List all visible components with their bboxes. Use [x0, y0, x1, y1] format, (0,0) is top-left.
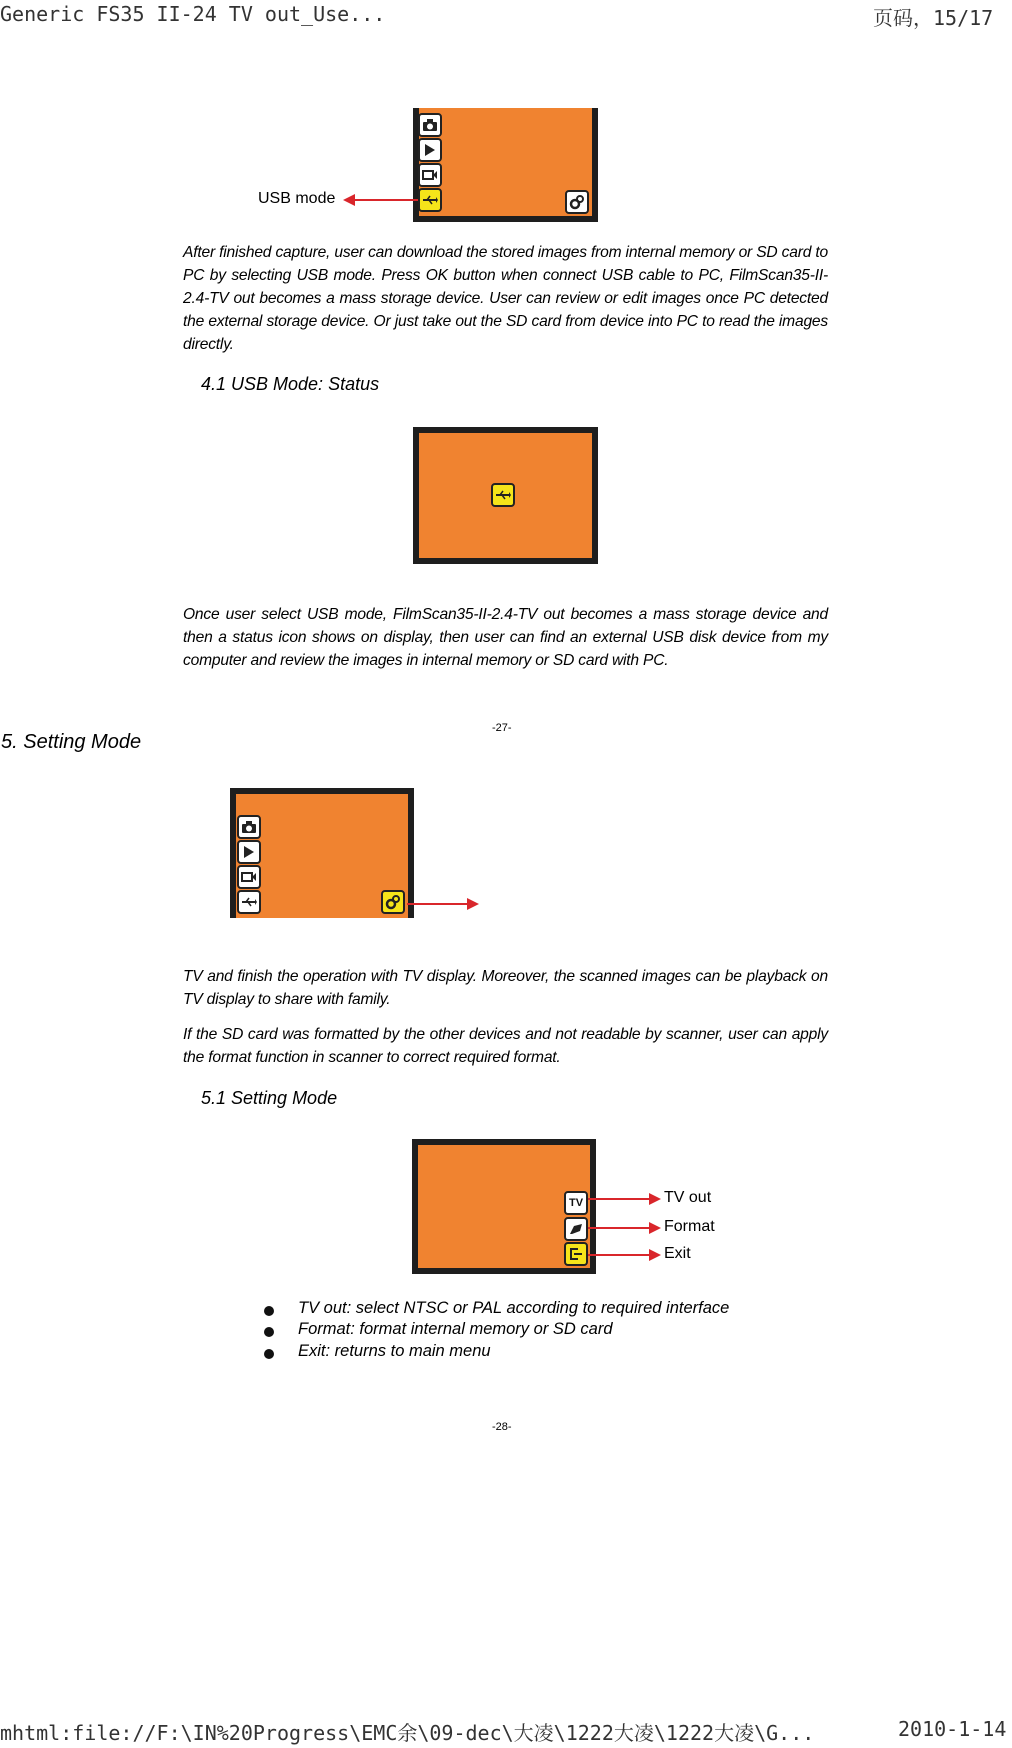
section-heading-5-1: 5.1 Setting Mode [201, 1088, 338, 1108]
play-icon [237, 840, 261, 864]
film-icon [418, 163, 442, 187]
play-icon [418, 138, 442, 162]
callout-tv-out: TV out [664, 1189, 712, 1206]
bullet-dot [264, 1349, 274, 1359]
arrow-head [649, 1193, 661, 1205]
tv-icon: TV [564, 1191, 588, 1215]
settings-icon [565, 190, 589, 214]
arrow-line [588, 1198, 650, 1200]
arrow-head [467, 898, 479, 910]
list-item: Format: format internal memory or SD card [298, 1320, 613, 1338]
exit-icon [564, 1242, 588, 1266]
camera-icon [418, 113, 442, 137]
footer-file-path: mhtml:file://F:\IN%20Progress\EMC余\09-dec\大凌\1222大凌\1222大凌\G... [0, 1721, 815, 1745]
usb-icon [237, 890, 261, 914]
arrow-head [649, 1249, 661, 1261]
bullet-dot [264, 1306, 274, 1316]
footer-date: 2010-1-14 [898, 1717, 1007, 1741]
arrow-line [407, 903, 469, 905]
header-page-count: 页码，15/17 [873, 6, 994, 30]
list-item: Exit: returns to main menu [298, 1342, 491, 1360]
usb-icon [418, 188, 442, 212]
arrow-line [588, 1254, 650, 1256]
paragraph-usb-download: After finished capture, user can download the stored images from internal memory or SD card to PC by selecting USB mode. Press OK button when connect USB cable to PC, FilmScan35-II-2.4-TV out becomes a mass storage device. User can review or edit images once PC detected the external storage device. Or just take out the SD card from device into PC to read the images directly. [183, 244, 828, 353]
format-icon [564, 1217, 588, 1241]
header-title: Generic FS35 II-24 TV out_Use... [0, 2, 386, 26]
section-heading-4-1: 4.1 USB Mode: Status [201, 374, 380, 394]
section-heading-5: 5. Setting Mode [1, 731, 142, 753]
paragraph-tv-display: TV and finish the operation with TV display. Moreover, the scanned images can be playback on TV display to share with family. [183, 968, 828, 1008]
callout-usb-mode: USB mode [258, 190, 336, 207]
settings-icon [381, 890, 405, 914]
page-number: -27- [492, 722, 512, 734]
callout-exit: Exit [664, 1245, 691, 1262]
arrow-line [588, 1227, 650, 1229]
paragraph-format-note: If the SD card was formatted by the other devices and not readable by scanner, user can apply the format function in scanner to correct required format. [183, 1026, 828, 1066]
list-item: TV out: select NTSC or PAL according to required interface [298, 1299, 730, 1317]
paragraph-usb-status: Once user select USB mode, FilmScan35-II-2.4-TV out becomes a mass storage device and then a status icon shows on display, then user can find an external USB disk device from my computer and review the images in internal memory or SD card with PC. [183, 606, 828, 669]
page-number: -28- [492, 1421, 512, 1433]
film-icon [237, 865, 261, 889]
camera-icon [237, 815, 261, 839]
arrow-line [354, 199, 418, 201]
bullet-dot [264, 1327, 274, 1337]
callout-format: Format [664, 1218, 715, 1235]
arrow-head [649, 1222, 661, 1234]
usb-status-icon [491, 483, 515, 507]
